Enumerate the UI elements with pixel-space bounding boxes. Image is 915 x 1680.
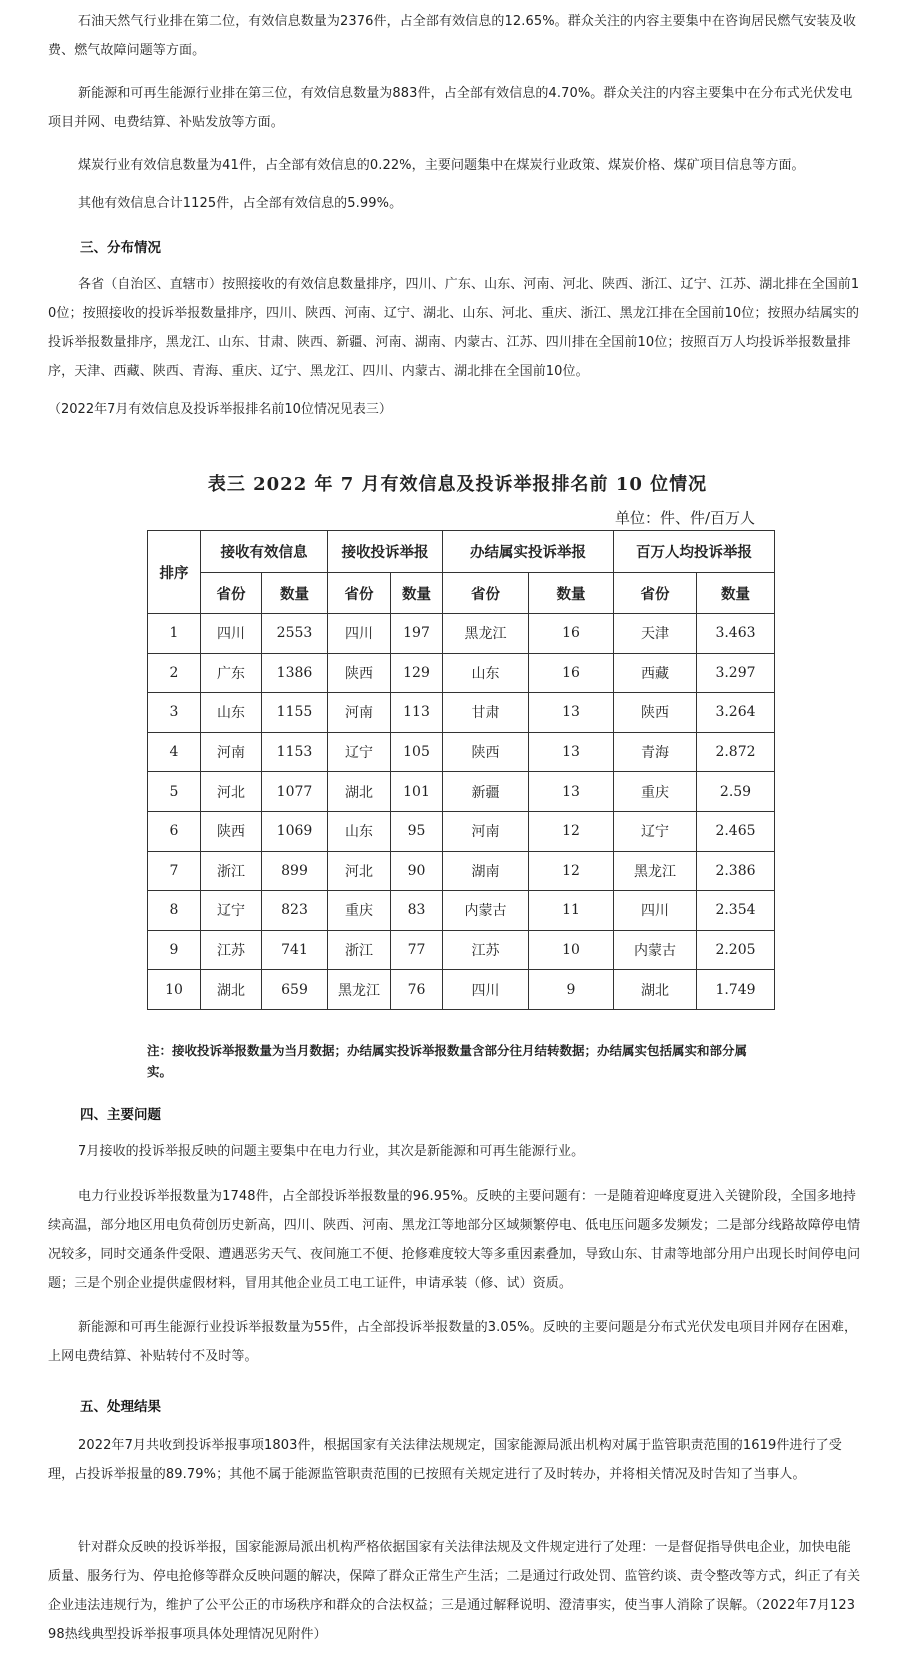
cell-count: 101: [391, 772, 443, 812]
ranking-table: [147, 530, 775, 1010]
cell-rank: 2: [148, 653, 201, 693]
cell-province: 黑龙江: [443, 614, 529, 654]
cell-province: 黑龙江: [328, 970, 391, 1010]
header-group-per-million: 百万人均投诉举报: [614, 531, 775, 573]
cell-province: 四川: [328, 614, 391, 654]
table-title: 表三 2022 年 7 月有效信息及投诉举报排名前 10 位情况: [207, 474, 708, 495]
cell-province: 辽宁: [328, 732, 391, 772]
cell-count: 13: [529, 732, 614, 772]
header-count: 数量: [697, 573, 775, 614]
cell-province: 天津: [614, 614, 697, 654]
header-province: 省份: [614, 573, 697, 614]
cell-count: 3.264: [697, 693, 775, 733]
paragraph-results-handling: 针对群众反映的投诉举报，国家能源局派出机构严格依据国家有关法律法规及文件规定进行了处理：一是督促指导供电企业，加快电能质量、服务行为、停电抢修等群众反映问题的解决，保障了群众正常生产生活；二是通过行政处罚、监管约谈、责令整改等方式，纠正了有关企业违法违规行为，维护了公平公正的市场秩序和群众的合法权益；三是通过解释说明、澄清事实，使当事人消除了误解。（2022年7月12398热线典型投诉举报事项具体处理情况见附件）: [48, 1540, 861, 1642]
cell-province: 陕西: [328, 653, 391, 693]
cell-province: 陕西: [443, 732, 529, 772]
section-heading-distribution: 三、分布情况: [80, 240, 161, 256]
cell-count: 9: [529, 970, 614, 1010]
cell-province: 陕西: [614, 693, 697, 733]
header-province: 省份: [443, 573, 529, 614]
cell-province: 重庆: [614, 772, 697, 812]
section-heading-results: 五、处理结果: [80, 1399, 161, 1415]
cell-count: 113: [391, 693, 443, 733]
cell-province: 内蒙古: [614, 930, 697, 970]
cell-count: 13: [529, 772, 614, 812]
cell-count: 77: [391, 930, 443, 970]
cell-count: 1153: [262, 732, 328, 772]
cell-province: 山东: [328, 811, 391, 851]
table-footnote: 注：接收投诉举报数量为当月数据；办结属实投诉举报数量含部分往月结转数据；办结属实包括属实和部分属实。: [147, 1043, 748, 1079]
cell-province: 湖北: [201, 970, 262, 1010]
cell-count: 899: [262, 851, 328, 891]
paragraph-oil-gas: 石油天然气行业排在第二位，有效信息数量为2376件，占全部有效信息的12.65%。群众关注的内容主要集中在咨询居民燃气安装及收费、燃气故障问题等方面。: [48, 14, 856, 58]
cell-province: 辽宁: [201, 891, 262, 931]
cell-count: 1155: [262, 693, 328, 733]
cell-province: 四川: [201, 614, 262, 654]
cell-province: 河北: [201, 772, 262, 812]
cell-count: 16: [529, 653, 614, 693]
cell-count: 1077: [262, 772, 328, 812]
header-group-verified: 办结属实投诉举报: [443, 531, 614, 573]
cell-count: 1386: [262, 653, 328, 693]
cell-count: 10: [529, 930, 614, 970]
header-rank: 排序: [148, 531, 201, 614]
cell-province: 内蒙古: [443, 891, 529, 931]
cell-province: 山东: [201, 693, 262, 733]
section-heading-main-issues: 四、主要问题: [80, 1107, 161, 1123]
cell-count: 741: [262, 930, 328, 970]
header-province: 省份: [201, 573, 262, 614]
cell-province: 河北: [328, 851, 391, 891]
cell-province: 浙江: [328, 930, 391, 970]
cell-count: 2.386: [697, 851, 775, 891]
table-row: [148, 930, 775, 970]
cell-count: 3.463: [697, 614, 775, 654]
cell-province: 河南: [328, 693, 391, 733]
ranking-table-body: [148, 614, 775, 1010]
cell-province: 河南: [443, 811, 529, 851]
paragraph-distribution: 各省（自治区、直辖市）按照接收的有效信息数量排序，四川、广东、山东、河南、河北、陕西、浙江、辽宁、江苏、湖北排在全国前10位；按照接收的投诉举报数量排序，四川、陕西、河南、辽宁、湖北、山东、河北、重庆、浙江、黑龙江排在全国前10位；按照办结属实的投诉举报数量排序，黑龙江、山东、甘肃、陕西、新疆、河南、湖南、内蒙古、江苏、四川排在全国前10位；按照百万人均投诉举报数量排序，天津、西藏、陕西、青海、重庆、辽宁、黑龙江、四川、内蒙古、湖北排在全国前10位。: [48, 277, 860, 379]
cell-count: 16: [529, 614, 614, 654]
table-row: [148, 851, 775, 891]
cell-count: 13: [529, 693, 614, 733]
cell-province: 甘肃: [443, 693, 529, 733]
paragraph-new-energy: 新能源和可再生能源行业排在第三位，有效信息数量为883件，占全部有效信息的4.70%。群众关注的内容主要集中在分布式光伏发电项目并网、电费结算、补贴发放等方面。: [48, 86, 853, 130]
table-row: [148, 772, 775, 812]
cell-province: 四川: [443, 970, 529, 1010]
cell-count: 1.749: [697, 970, 775, 1010]
cell-province: 浙江: [201, 851, 262, 891]
cell-province: 湖北: [614, 970, 697, 1010]
cell-count: 90: [391, 851, 443, 891]
cell-rank: 8: [148, 891, 201, 931]
cell-province: 湖南: [443, 851, 529, 891]
cell-rank: 9: [148, 930, 201, 970]
cell-province: 重庆: [328, 891, 391, 931]
cell-count: 12: [529, 811, 614, 851]
table-row: [148, 653, 775, 693]
cell-province: 广东: [201, 653, 262, 693]
cell-count: 1069: [262, 811, 328, 851]
table-unit: 单位：件、件/百万人: [614, 509, 755, 527]
cell-rank: 3: [148, 693, 201, 733]
cell-province: 新疆: [443, 772, 529, 812]
table-row: [148, 891, 775, 931]
header-group-complaints: 接收投诉举报: [328, 531, 443, 573]
paragraph-issues-summary: 7月接收的投诉举报反映的问题主要集中在电力行业，其次是新能源和可再生能源行业。: [78, 1144, 585, 1159]
cell-count: 105: [391, 732, 443, 772]
cell-count: 2.205: [697, 930, 775, 970]
cell-count: 2.354: [697, 891, 775, 931]
cell-rank: 1: [148, 614, 201, 654]
cell-rank: 10: [148, 970, 201, 1010]
table-row: [148, 732, 775, 772]
table-reference-note: （2022年7月有效信息及投诉举报排名前10位情况见表三）: [48, 402, 392, 417]
header-count: 数量: [262, 573, 328, 614]
cell-province: 江苏: [443, 930, 529, 970]
cell-count: 3.297: [697, 653, 775, 693]
cell-count: 12: [529, 851, 614, 891]
cell-count: 95: [391, 811, 443, 851]
cell-rank: 7: [148, 851, 201, 891]
cell-province: 陕西: [201, 811, 262, 851]
cell-province: 湖北: [328, 772, 391, 812]
cell-count: 2.59: [697, 772, 775, 812]
cell-rank: 5: [148, 772, 201, 812]
cell-count: 11: [529, 891, 614, 931]
table-row: [148, 811, 775, 851]
cell-count: 197: [391, 614, 443, 654]
cell-count: 823: [262, 891, 328, 931]
paragraph-issues-new-energy: 新能源和可再生能源行业投诉举报数量为55件，占全部投诉举报数量的3.05%。反映的主要问题是分布式光伏发电项目并网存在困难，上网电费结算、补贴转付不及时等。: [48, 1320, 858, 1364]
paragraph-results-received: 2022年7月共收到投诉举报事项1803件，根据国家有关法律法规规定，国家能源局派出机构对属于监管职责范围的1619件进行了受理，占投诉举报量的89.79%；其他不属于能源监管职责范围的已按照有关规定进行了及时转办，并将相关情况及时告知了当事人。: [48, 1438, 842, 1482]
cell-count: 2.465: [697, 811, 775, 851]
cell-count: 83: [391, 891, 443, 931]
cell-province: 辽宁: [614, 811, 697, 851]
cell-count: 129: [391, 653, 443, 693]
cell-count: 2.872: [697, 732, 775, 772]
cell-province: 西藏: [614, 653, 697, 693]
cell-rank: 6: [148, 811, 201, 851]
cell-province: 河南: [201, 732, 262, 772]
header-group-valid-info: 接收有效信息: [201, 531, 328, 573]
cell-province: 黑龙江: [614, 851, 697, 891]
cell-province: 江苏: [201, 930, 262, 970]
cell-province: 四川: [614, 891, 697, 931]
paragraph-other: 其他有效信息合计1125件，占全部有效信息的5.99%。: [78, 196, 403, 211]
cell-count: 2553: [262, 614, 328, 654]
cell-province: 青海: [614, 732, 697, 772]
paragraph-coal: 煤炭行业有效信息数量为41件，占全部有效信息的0.22%，主要问题集中在煤炭行业政策、煤炭价格、煤矿项目信息等方面。: [78, 158, 805, 173]
cell-count: 659: [262, 970, 328, 1010]
cell-rank: 4: [148, 732, 201, 772]
table-row: [148, 970, 775, 1010]
header-count: 数量: [529, 573, 614, 614]
paragraph-issues-power: 电力行业投诉举报数量为1748件，占全部投诉举报数量的96.95%。反映的主要问题有：一是随着迎峰度夏进入关键阶段，全国多地持续高温，部分地区用电负荷创历史新高，四川、陕西、河南、黑龙江等地部分区域频繁停电、低电压问题多发频发；二是部分线路故障停电情况较多，同时交通条件受限、遭遇恶劣天气、夜间施工不便、抢修难度较大等多重因素叠加，导致山东、甘肃等地部分用户出现长时间停电问题；三是个别企业提供虚假材料，冒用其他企业员工电工证件，申请承装（修、试）资质。: [48, 1189, 861, 1291]
header-province: 省份: [328, 573, 391, 614]
header-count: 数量: [391, 573, 443, 614]
table-row: [148, 614, 775, 654]
cell-province: 山东: [443, 653, 529, 693]
cell-count: 76: [391, 970, 443, 1010]
table-row: [148, 693, 775, 733]
